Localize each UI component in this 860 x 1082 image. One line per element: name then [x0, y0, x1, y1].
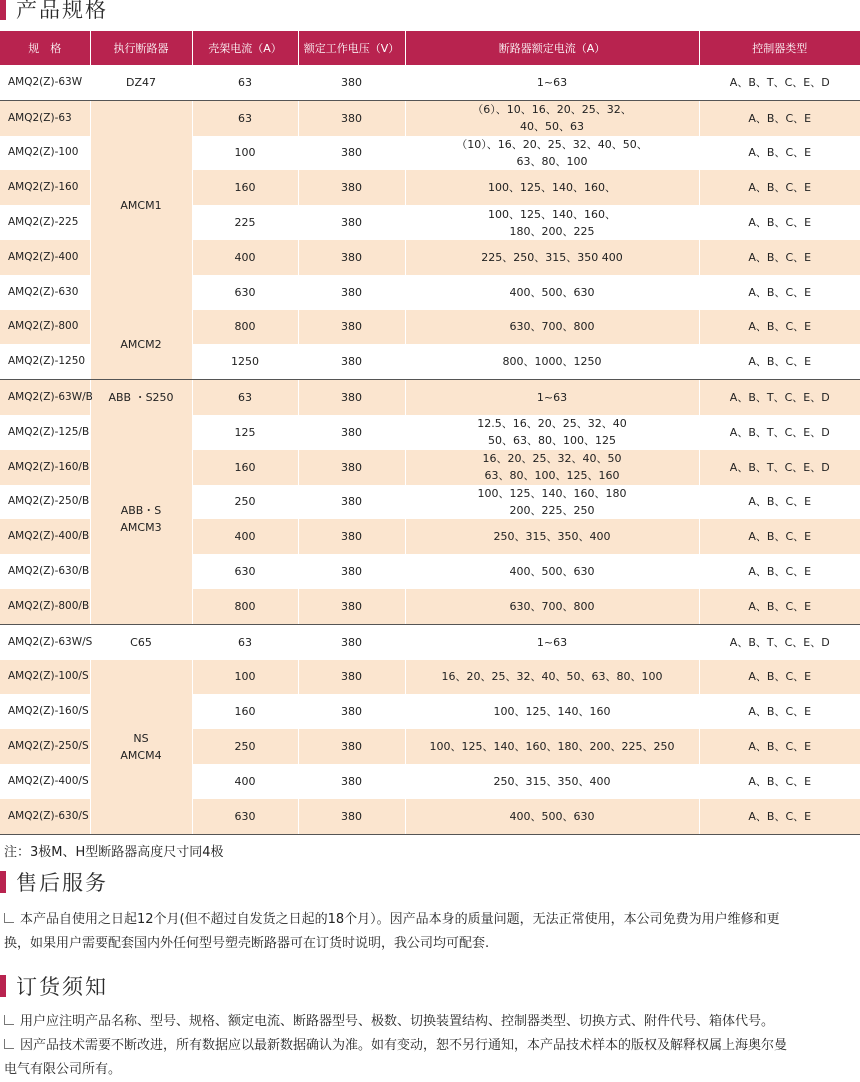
section-marker [0, 871, 6, 893]
rated-current-line: 250、315、350、400 [493, 530, 611, 544]
product-spec-table [0, 31, 860, 835]
rated-current-cell [405, 660, 699, 695]
specs-heading [0, 0, 108, 24]
service-text-line-1: 本产品自使用之日起12个月(但不超过自发货之日起的18个月）。因产品本身的质量问题，无法正常使用，本公司免费为用户维修和更 [20, 912, 780, 927]
rated-current-cell [405, 170, 699, 205]
section-marker [0, 0, 6, 20]
voltage-cell: 380 [298, 729, 405, 764]
breaker-label: AMCM3 [120, 521, 162, 535]
voltage-cell: 380 [298, 519, 405, 554]
rated-current-cell [405, 344, 699, 379]
voltage-cell: 380 [298, 624, 405, 659]
col-header-model: 规 格 [0, 31, 90, 65]
frame-current-cell: 63 [192, 65, 298, 100]
controller-type-cell: A、B、T、C、E、D [699, 65, 860, 100]
breaker-cell [90, 415, 192, 624]
breaker-label: AMCM4 [120, 748, 162, 762]
frame-current-cell: 800 [192, 310, 298, 345]
rated-current-line: 400、500、630 [509, 565, 595, 579]
breaker-cell [90, 660, 192, 834]
model-cell: AMQ2(Z)-630/S [0, 799, 90, 834]
ordering-text-line-2: 因产品技术需要不断改进，所有数据应以最新数据确认为准。如有变动，恕不另行通知，本产品技术样本的版权及解释权属上海奥尔曼 [20, 1038, 788, 1053]
model-cell: AMQ2(Z)-63W/B [0, 380, 90, 415]
table-row [0, 65, 860, 100]
frame-current-cell: 630 [192, 799, 298, 834]
frame-current-cell: 630 [192, 275, 298, 310]
frame-current-cell: 160 [192, 694, 298, 729]
ordering-text-line-1: 用户应注明产品名称、型号、规格、额定电流、断路器型号、极数、切换装置结构、控制器类型、切换方式、附件代号、箱体代号。 [20, 1014, 775, 1029]
frame-current-cell: 100 [192, 660, 298, 695]
rated-current-line: 200、225、250 [509, 503, 595, 517]
table-note: 注：3极M、H型断路器高度尺寸同4极 [4, 845, 224, 860]
controller-type-cell: A、B、C、E [699, 764, 860, 799]
voltage-cell: 380 [298, 205, 405, 240]
voltage-cell: 380 [298, 100, 405, 135]
voltage-cell: 380 [298, 660, 405, 695]
rated-current-cell [405, 205, 699, 240]
voltage-cell: 380 [298, 310, 405, 345]
frame-current-cell: 1250 [192, 344, 298, 379]
breaker-label: AMCM2 [120, 337, 162, 351]
breaker-label: AMCM1 [120, 198, 162, 212]
rated-current-cell [405, 415, 699, 450]
rated-current-cell [405, 729, 699, 764]
col-header-controller-type: 控制器类型 [699, 31, 860, 65]
model-cell: AMQ2(Z)-800/B [0, 589, 90, 624]
model-cell: AMQ2(Z)-160/B [0, 450, 90, 485]
table-header-row [0, 31, 860, 65]
col-header-rated-current: 断路器额定电流（A） [405, 31, 699, 65]
frame-current-cell: 225 [192, 205, 298, 240]
controller-type-cell: A、B、C、E [699, 519, 860, 554]
rated-current-line: 400、500、630 [509, 285, 595, 299]
model-cell: AMQ2(Z)-630/B [0, 554, 90, 589]
rated-current-line: 16、20、25、32、40、50、63、80、100 [441, 670, 663, 684]
breaker-label: ABB・S [120, 504, 162, 518]
voltage-cell: 380 [298, 380, 405, 415]
service-paragraph [4, 908, 854, 956]
model-cell: AMQ2(Z)-160/S [0, 694, 90, 729]
controller-type-cell: A、B、C、E [699, 660, 860, 695]
voltage-cell: 380 [298, 275, 405, 310]
voltage-cell: 380 [298, 170, 405, 205]
service-heading [0, 867, 108, 897]
checkbox-bullet-icon [4, 1015, 14, 1025]
model-cell: AMQ2(Z)-400/S [0, 764, 90, 799]
breaker-label: NS [133, 731, 149, 745]
rated-current-cell [405, 136, 699, 171]
rated-current-cell [405, 799, 699, 834]
rated-current-cell [405, 275, 699, 310]
rated-current-line: 1~63 [536, 391, 568, 405]
specs-title: 产品规格 [16, 0, 108, 22]
rated-current-cell [405, 380, 699, 415]
breaker-label: ABB ・S250 [108, 391, 174, 405]
voltage-cell: 380 [298, 136, 405, 171]
rated-current-cell [405, 694, 699, 729]
controller-type-cell: A、B、T、C、E、D [699, 415, 860, 450]
table-row [0, 660, 860, 695]
table-row [0, 415, 860, 450]
controller-type-cell: A、B、T、C、E、D [699, 624, 860, 659]
frame-current-cell: 160 [192, 170, 298, 205]
rated-current-cell [405, 310, 699, 345]
table-row [0, 380, 860, 415]
model-cell: AMQ2(Z)-160 [0, 170, 90, 205]
frame-current-cell: 250 [192, 485, 298, 520]
breaker-label: C65 [130, 635, 152, 649]
col-header-breaker: 执行断路器 [90, 31, 192, 65]
voltage-cell: 380 [298, 65, 405, 100]
frame-current-cell: 400 [192, 240, 298, 275]
model-cell: AMQ2(Z)-225 [0, 205, 90, 240]
rated-current-cell [405, 624, 699, 659]
rated-current-cell [405, 240, 699, 275]
model-cell: AMQ2(Z)-63W/S [0, 624, 90, 659]
rated-current-line: 250、315、350、400 [493, 774, 611, 788]
model-cell: AMQ2(Z)-1250 [0, 344, 90, 379]
rated-current-line: 225、250、315、350 400 [481, 250, 623, 264]
rated-current-line: 100、125、140、160、 [488, 181, 616, 195]
rated-current-line: 800、1000、1250 [502, 355, 602, 369]
rated-current-line: 100、125、140、160 [493, 705, 611, 719]
model-cell: AMQ2(Z)-250/S [0, 729, 90, 764]
model-cell: AMQ2(Z)-100/S [0, 660, 90, 695]
frame-current-cell: 400 [192, 519, 298, 554]
voltage-cell: 380 [298, 240, 405, 275]
rated-current-cell [405, 554, 699, 589]
rated-current-line: 16、20、25、32、40、50 [482, 452, 622, 466]
model-cell: AMQ2(Z)-400 [0, 240, 90, 275]
controller-type-cell: A、B、C、E [699, 694, 860, 729]
voltage-cell: 380 [298, 344, 405, 379]
model-cell: AMQ2(Z)-125/B [0, 415, 90, 450]
voltage-cell: 380 [298, 485, 405, 520]
controller-type-cell: A、B、C、E [699, 799, 860, 834]
rated-current-line: 1~63 [536, 75, 568, 89]
rated-current-line: 630、700、800 [509, 599, 595, 613]
controller-type-cell: A、B、C、E [699, 485, 860, 520]
col-header-frame-current: 壳架电流（A） [192, 31, 298, 65]
rated-current-cell [405, 764, 699, 799]
voltage-cell: 380 [298, 415, 405, 450]
rated-current-line: 1~63 [536, 635, 568, 649]
breaker-cell [90, 380, 192, 415]
voltage-cell: 380 [298, 764, 405, 799]
table-row [0, 100, 860, 135]
controller-type-cell: A、B、C、E [699, 589, 860, 624]
ordering-paragraph [4, 1010, 854, 1082]
frame-current-cell: 100 [192, 136, 298, 171]
voltage-cell: 380 [298, 589, 405, 624]
voltage-cell: 380 [298, 799, 405, 834]
frame-current-cell: 630 [192, 554, 298, 589]
voltage-cell: 380 [298, 450, 405, 485]
rated-current-line: 12.5、16、20、25、32、40 [477, 417, 627, 431]
section-marker [0, 975, 6, 997]
rated-current-line: （10）、16、20、25、32、40、50、 [456, 137, 648, 151]
controller-type-cell: A、B、C、E [699, 240, 860, 275]
frame-current-cell: 125 [192, 415, 298, 450]
rated-current-cell [405, 519, 699, 554]
rated-current-cell [405, 589, 699, 624]
controller-type-cell: A、B、C、E [699, 554, 860, 589]
frame-current-cell: 160 [192, 450, 298, 485]
controller-type-cell: A、B、C、E [699, 170, 860, 205]
rated-current-line: 400、500、630 [509, 809, 595, 823]
rated-current-line: 100、125、140、160、 [488, 207, 616, 221]
model-cell: AMQ2(Z)-800 [0, 310, 90, 345]
model-cell: AMQ2(Z)-630 [0, 275, 90, 310]
model-cell: AMQ2(Z)-400/B [0, 519, 90, 554]
controller-type-cell: A、B、C、E [699, 100, 860, 135]
rated-current-line: 180、200、225 [509, 224, 595, 238]
breaker-cell [90, 100, 192, 309]
rated-current-cell [405, 485, 699, 520]
rated-current-cell [405, 65, 699, 100]
rated-current-line: 630、700、800 [509, 320, 595, 334]
ordering-text-line-3: 电气有限公司所有。 [4, 1062, 122, 1077]
rated-current-line: 63、80、100、125、160 [484, 469, 620, 483]
rated-current-line: 50、63、80、100、125 [488, 434, 616, 448]
rated-current-line: 40、50、63 [520, 120, 584, 134]
breaker-cell [90, 65, 192, 100]
controller-type-cell: A、B、C、E [699, 344, 860, 379]
model-cell: AMQ2(Z)-63 [0, 100, 90, 135]
model-cell: AMQ2(Z)-100 [0, 136, 90, 171]
frame-current-cell: 63 [192, 624, 298, 659]
rated-current-line: 100、125、140、160、180 [477, 486, 627, 500]
controller-type-cell: A、B、C、E [699, 729, 860, 764]
frame-current-cell: 63 [192, 100, 298, 135]
controller-type-cell: A、B、C、E [699, 205, 860, 240]
controller-type-cell: A、B、T、C、E、D [699, 380, 860, 415]
frame-current-cell: 800 [192, 589, 298, 624]
checkbox-bullet-icon [4, 1039, 14, 1049]
table-row [0, 310, 860, 345]
controller-type-cell: A、B、T、C、E、D [699, 450, 860, 485]
service-title: 售后服务 [16, 871, 108, 895]
controller-type-cell: A、B、C、E [699, 136, 860, 171]
rated-current-cell [405, 100, 699, 135]
breaker-cell [90, 624, 192, 659]
service-text-line-2: 换，如果用户需要配套国内外任何型号塑壳断路器可在订货时说明，我公司均可配套. [4, 936, 490, 951]
rated-current-line: （6）、10、16、20、25、32、 [472, 103, 632, 117]
rated-current-line: 63、80、100 [516, 154, 588, 168]
ordering-title: 订货须知 [16, 975, 108, 999]
breaker-cell [90, 310, 192, 380]
controller-type-cell: A、B、C、E [699, 310, 860, 345]
table-row [0, 624, 860, 659]
col-header-voltage: 额定工作电压（V） [298, 31, 405, 65]
checkbox-bullet-icon [4, 913, 14, 923]
frame-current-cell: 63 [192, 380, 298, 415]
model-cell: AMQ2(Z)-63W [0, 65, 90, 100]
rated-current-cell [405, 450, 699, 485]
breaker-label: DZ47 [125, 75, 156, 89]
ordering-heading [0, 971, 108, 1001]
voltage-cell: 380 [298, 694, 405, 729]
frame-current-cell: 250 [192, 729, 298, 764]
model-cell: AMQ2(Z)-250/B [0, 485, 90, 520]
controller-type-cell: A、B、C、E [699, 275, 860, 310]
frame-current-cell: 400 [192, 764, 298, 799]
voltage-cell: 380 [298, 554, 405, 589]
rated-current-line: 100、125、140、160、180、200、225、250 [429, 740, 675, 754]
